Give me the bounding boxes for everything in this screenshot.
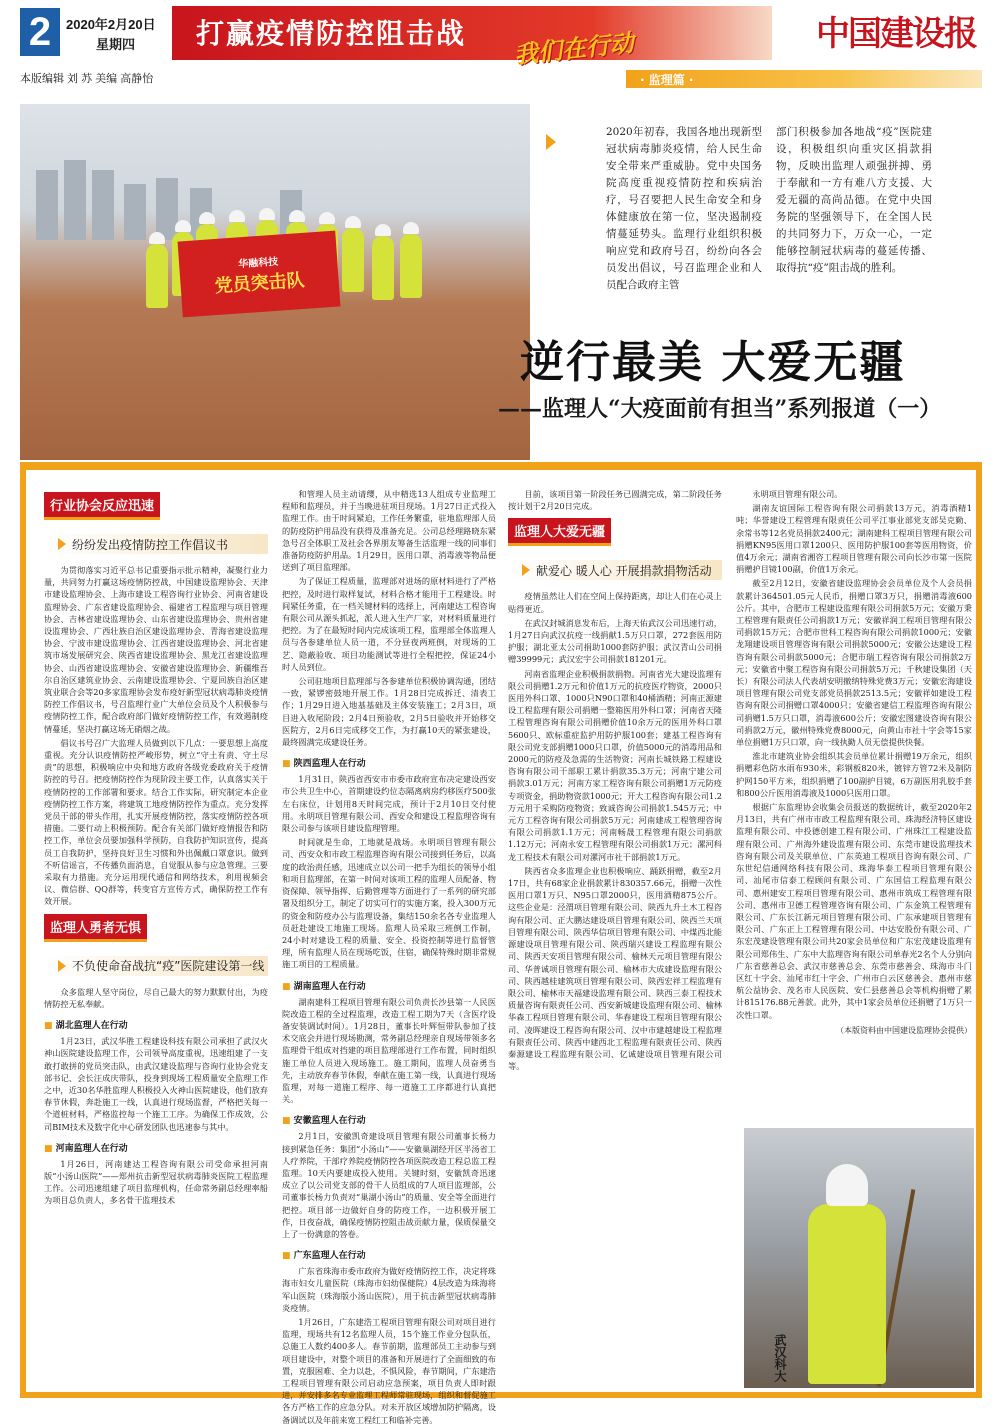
paragraph: 淮北市建筑业协会组织其会员单位累计捐赠19万余元，组织捐赠彩色防水雨布930米，彩钢板820米，镀锌方管72米及制防护网150平方米，组织捐赠了100副护目镜，6万副医用乳胶手套和800公斤医用消毒液及1000只医用口罩。 xyxy=(736,751,972,798)
column-3 xyxy=(508,488,722,1390)
paragraph: 倡议书号召广大监理人员做到以下几点：一要思想上高度重视。充分认识疫情防控严峻形势，树立“守土有责、守土尽责”的思想，积极响应中央和地方政府各级党委政府关于疫情防控的号召。把疫情防控作为现阶段主要工作，认真落实关于疫情防控的工作部署和要求。结合工作实际，研究制定本企业疫情防控工作方案，将建筑工地疫情防控作为重点。充分发挥党员干部的带头作用，扎实开展疫情防控，落实疫情防控各项措施。二要行动上积极预防。配合有关部门做好疫情报告和防控工作，单位会员要加强科学预防，自我防护知识宣传，提高员工自我防护，坚持良好卫生习惯和外出佩戴口罩意识。做到不听信谣言，不传播负面消息，自觉服从参与应急管理。三要采取有力措施。充分运用现代通信和网络技术，利用视频会议、微信群、QQ群等，转变官方宣传方式，确保防控工作有效开展。 xyxy=(44,737,268,907)
section-subtitle: 不负使命奋战抗“疫”医院建设第一线 xyxy=(72,959,265,974)
worker-figure xyxy=(342,228,364,292)
region-heading: ■ 广东监理人在行动 xyxy=(282,1248,496,1261)
building-icon xyxy=(64,160,86,240)
source-credit: （本版资料由中国建设监理协会提供） xyxy=(836,1025,972,1035)
paragraph: 1月26日，河南建达工程咨询有限公司受命承担河南版“小汤山医院”——郑州抗击新型冠状病毒肺炎医院工程监理工作。公司迅速组建了项目监理机构，任命常务副总经理率船为项目总负责人，多名骨干监理技术 xyxy=(44,1158,268,1206)
editors-line: 本版编辑 刘 苏 美编 高静怡 xyxy=(20,73,154,85)
party-banner xyxy=(178,231,341,318)
banner-company: 华融科技 xyxy=(237,256,279,270)
issue-date: 2020年2月20日 xyxy=(66,17,156,32)
paragraph: 河南省监理企业积极捐款捐物。河南省光大建设监理有限公司捐赠1.2万元和价值1万元的抗疫医疗物资，2000只医用外科口罩、1000只N90口罩和40桶酒精；河南正源建设工程监理有限公司捐赠一整箱医用外科口罩；河南省天隆工程管理咨询有限公司捐赠价值10余万元的医用外科口罩5600只、欧标重症监护用防护服100套；建基工程咨询有限公司党支部捐赠1000只口罩，价值5000元的消毒用品和2000元的防疫及急需的生活物资；河南长城铁路工程建设咨询有限公司干部职工累计捐款35.3万元；河南宁建公司捐款3.01万元；河南方家工程咨询有限公司捐赠1万元防疫专项资金，捐助物资款1000元；开大工程咨询有限公司1.2万元用于采购防疫物资；致诚咨询公司捐款1.545万元；中元方工程咨询有限公司捐款5万元；河南建成工程管理咨询有限公司捐款1.1万元；河南畅晟工程管理有限公司捐款1.12万元；河南永安工程管理有限公司捐款1万元；漯河科龙工程技术有限公司对漯河市社干部捐款1万元。 xyxy=(508,668,722,862)
photo-surveyor xyxy=(744,1128,974,1388)
paragraph: 截至2月12日，安徽省建设监理协会会员单位及个人会员捐款累计364501.05元人民币，捐赠口罩3万只，捐赠消毒液600公斤。其中，合肥市工程建设监理有限公司捐款5万元；安徽万秉工程管理有限责任公司捐款1万元；安徽祥润工程项目管理有限公司捐款15万元；合肥市世科工程咨询有限公司捐款1000元；安徽龙翔建设项目管理咨询有限公司捐款5000元；安徽公达建设工程咨询有限公司捐款5000元；合肥市瑞工程咨询有限公司捐款2万元；安徽省中聚工程咨询有限公司捐款5万元；千秋建设集团（天长）有限公司法人代表胡安明撤纳特殊党费3万元；安徽宏海建设项目管理有限公司党支部党员捐款2513.5元；安徽祥如建设工程咨询有限公司捐赠口罩4000只；安徽省建信工程监理咨询有限公司捐赠1.5万只口罩，消毒液600公斤；安徽宏图建设咨询有限公司捐款2万元，徽州特殊党费8000元，向黄山市社十字会等15家单位捐赠1万只口罩，向一线执勤人员无偿提供快餐。 xyxy=(736,578,972,748)
region-heading: ■ 湖南监理人在行动 xyxy=(282,979,496,992)
building-icon xyxy=(124,184,146,240)
region-heading: ■ 湖北监理人在行动 xyxy=(44,1018,268,1031)
banner-text: 党员突击队 xyxy=(214,269,306,297)
section-subtitle: 纷纷发出疫情防控工作倡议书 xyxy=(72,537,229,552)
paragraph: 时间就是生命，工地就是战场。永明项目管理有限公司、西安众和市政工程监理咨询有限公司接到任务后，以高度的政治责任感，迅速成立以公司一把手为组长的领导小组和项目监理部，在第一时间对该项工程的监理人员配备、物资保障、领导指挥、后勤管理等方面进行了一系列的研究部署及组织分工，制定了切实可行的实施方案，投入300万元的资金和防疫办公与监理设备，集结150余名各专业监理人员赶赴建设工地施工现场。监理人员采取三班倒工作制，24小时对建设工程的质量、安全、投资控制等进行监督管理，所有监理人员在现场吃饭，住宿，确保特殊时期非常规施工项目的工程质量。 xyxy=(282,837,496,970)
sub-headline: ——监理人“大疫面前有担当”系列报道（一） xyxy=(498,396,942,422)
surveyor-figure xyxy=(808,1204,886,1384)
play-arrow-icon xyxy=(546,134,556,150)
column-4 xyxy=(736,488,972,1118)
section-label-associations: 行业协会反应迅速 xyxy=(44,492,160,520)
paragraph: 永明项目管理有限公司。 xyxy=(752,489,843,499)
section-subtitle-bar xyxy=(508,560,722,580)
section-tag-label: · 监理篇 · xyxy=(640,73,694,87)
paragraph: 众多监理人坚守岗位，尽自己最大的努力默默付出，为疫情防控无私奉献。 xyxy=(44,986,268,1009)
triangle-icon xyxy=(58,538,66,550)
paragraph: 公司驻地项目监理部与各参建单位积极协调沟通，团结一致，紧锣密鼓地开展工作。1月28日完成拆迁、清表工作；1月29日进入地基基础及主体安装施工；2月3日，项目进入收尾阶段；2月4日预验收，2月5日验收并开始移交医院方，2月6日完成移交工作，为打赢10天的紧张建设，最终圆满完成建设任务。 xyxy=(282,676,496,748)
paragraph: 1月31日，陕西省西安市市委市政府宣布决定建设西安市公共卫生中心，首期建设约位态隔离病房约移医疗500张左右床位，计划用8天时间完成，预计于2月10日交付使用。永明项目管理有限公司、西安众和建设工程监理咨询有限公司参与该项目建设监理管理。 xyxy=(282,774,496,834)
paragraph: 广东省珠海市委市政府为做好疫情防控工作，决定将珠海市妇女儿童医院（珠海市妇幼保健院）4层改造为珠海将军山医院（珠海版小汤山医院），用于抗击新型冠状病毒肺炎疫情。 xyxy=(282,1266,496,1313)
paragraph: 根据广东监理协会收集会员报送的数据统计，截至2020年2月13日，共有广州市市政工程监理有限公司、珠海经济特区建设监理有限公司、中投德创建工程有限公司、广州珠江工程建设监理有限公司、广州海外建设监理有限公司、东莞市建设监理技术咨询有限公司及关联单位、广东英迪工程项目咨询有限公司、广东世纪信通网络科技有限公司、珠海华泰工程项目管理有限公司、汕尾市信泰工程顾问有限公司、广东国信工程监理有限公司、惠州建安工程项目管理有限公司、惠州市筑成工程管理有限公司、惠州市卫德工程管理咨询有限公司、广东金筑工程管理有限公司、广东长江新元项目管理有限公司、广东承建项目管理有限公司、广东正上工程管理有限公司、中达安股份有限公司、广东宏茂建设管理有限公司共20家会员单位和广东宏茂建设监理有限公司郑伟生、广东中大监理咨询有限公司单春光2名个人分别向广东省慈善总会、武汉市慈善总会、东莞市慈善会、珠海市斗门区红十字会、汕尾市红十字会、广州市白云区慈善会、惠州市慈航公益协会、茂名市人民医院、安仁县慈善总会等机构捐赠了累计815176.88元善款。此外，其中1家会员单位还捐赠了1万只一次性口罩。 xyxy=(736,802,972,1020)
intro-col-1: 2020年初春，我国各地出现新型冠状病毒肺炎疫情，给人民生命安全带来严重威胁。党中央国务院高度重视疫情防控和疾病治疗，号召要把人民生命安全和身体健康放在第一位，坚决遏制疫情蔓延势头。监理行业组织积极响应党和政府号召，纷纷向各会员发出倡议，号召监理企业和人员配合政府主管 xyxy=(606,126,762,291)
region-heading: ■ 安徽监理人在行动 xyxy=(282,1113,496,1126)
worker-figure xyxy=(400,234,422,298)
section-subtitle-bar xyxy=(44,534,268,554)
region-heading: ■ 陕西监理人在行动 xyxy=(282,756,496,769)
building-icon xyxy=(36,170,58,240)
paragraph: 疫情虽然让人们在空间上保持距离，却让人们在心灵上贴得更近。 xyxy=(508,591,722,614)
paragraph: 湖南友谊国际工程咨询有限公司捐款13万元，消毒酒精1吨；华誉建设工程管理有限责任公司平江事业部党支部吴克勤、余常书等12名党员捐款2400元；湖南建科工程项目管理有限公司捐赠KN95医用口罩1200只、医用防护服100套等医用物资，价值4万余元；湖南省湘咨工程项目管理有限公司向长沙市第一医院捐赠护目镜100副，价值1万余元。 xyxy=(736,503,972,575)
main-headline: 逆行最美 大爱无疆 xyxy=(520,337,906,388)
section-tag xyxy=(626,70,982,88)
paragraph: 1月23日，武汉华胜工程建设科技有限公司承担了武汉火神山医院建设监理工作，公司领导高度重视，迅速组建了一支敢打敢拼的党员突击队，由武汉建设监理与咨询行业协会党支部书记、会长汪成庆带队，投身到现场工程质量安全监理工作之中，近30名华胜监理人积极投入火神山医院建设，他们放弃春节休假，奔赴施工一线，认真进行现场监督，严格把关每一个道桩材料，严格监控每一个施工工序。为确保工作成效，公司BIM技术及数字化中心研发团队也迅速参与其中。 xyxy=(44,1036,268,1132)
column-2 xyxy=(282,488,496,1425)
paragraph: 湖南建科工程项目管理有限公司负责长沙县第一人民医院改造工程的全过程监理，改造工程工期为7天（含医疗设备安装调试时间）。1月28日，董事长叶辉恒带队参加了技术交底会并进行现场勘测，常务副总经理亲自现场带领多名监理骨干组成对挡建的项目监理部进行工作布置，同时组织施工单位人员进入现场施工。施工期间，监理人员奋勇当先，主动放弃春节休假，奉献在施工第一线，认真进行现场监理，对每一道施工程序、每一道施工工序都进行认真把关。 xyxy=(282,996,496,1105)
paragraph: 在武汉封城消息发布后，上海天佑武汉公司迅速行动，1月27日向武汉抗疫一线捐献1.5万只口罩，272套医用防护服；湖北亚太公司捐助1000套防护服；武汉青山公司捐赠39999元；武汉宏宇公司捐款181201元。 xyxy=(508,617,722,665)
paragraph: 陕西省众多监理企业也积极响应、踊跃捐赠，截至2月17日，共有68家企业捐款累计830357.66元，捐赠一次性医用口罩1万只、N95口罩2000只，医用酒精875公斤。这些企业是：泾渭项目管理有限公司、陕西九升土木工程咨询有限公司、正大鹏达建设项目管理有限公司、陕西兰天项目管理有限公司、陕西华信项目管理有限公司、中煤西北能源建设项目管理有限公司、陕西瑞兴建设工程监理有限公司、陕西天安项目管理有限公司、榆林天元项目管理有限公司、华普诚项目管理有限公司、榆林市大成建设监理有限公司、陕西越桂建筑项目管理有限公司、陕西宏祥工程监理有限公司、榆林市天福建设监理有限公司、陕西三泰工程技术质量咨询有限责任公司、西安新城建设监理有限公司、榆林华森工程项目管理有限公司、华春建设工程项目管理有限公司、凌晖建设工程咨询有限公司、汉中市建越建设工程监理有限责任公司、陕西中建西北工程监理有限责任公司、陕西秦源建设工程监理有限公司、亿诚建设项目管理有限公司等。 xyxy=(508,865,722,1072)
banner-title: 打赢疫情防控阻击战 xyxy=(196,17,467,50)
intro-col-2: 部门积极参加各地战“疫”医院建设，积极组织向重灾区捐款捐物，反映出监理人顽强拼搏、勇于奉献和一方有难八方支援、大爱无疆的高尚品德。在党中央国务院的坚强领导下，在全国人民的共同努力下，万众一心，一定能够控制冠状病毒的蔓延传播、取得抗“疫”阻击战的胜利。 xyxy=(776,126,932,274)
page-header xyxy=(0,0,1000,70)
paragraph: 为贯彻落实习近平总书记重要指示批示精神，凝聚行业力量，共同努力打赢这场疫情防控战，中国建设监理协会、天津市建设监理协会、上海市建设工程咨询行业协会、河南省建设监理协会、广东省建设监理协会、福建省工程监理与项目管理协会、吉林省建设监理协会、山东省建设监理协会、贵州省建设监理协会、广西壮族自治区建设监理协会、青海省建设监理协会、宁波市建设监理协会、江西省建设监理协会、河北省建筑市场发展研究会、陕西省建设监理协会、黑龙江省建设监理协会、山西省建设监理协会、安徽省建设监理协会、新疆维吾尔自治区建筑业协会、云南建设监理协会、宁夏回族自治区建筑业联合会等20多家监理协会发布疫好新型冠状病毒肺炎疫情防控工作倡议书，号召监理行业广大单位会员及个人积极参与疫情防控工作，配合政府部门做好疫情防控工作，有效遏制疫情蔓延，坚决打赢这场无硝烟之战。 xyxy=(44,565,268,734)
section-label-brave: 监理人勇者无惧 xyxy=(44,914,147,942)
worker-figure xyxy=(372,236,394,300)
paragraph: 和管理人员主动请缨，从中精选13人组成专业监理工程师和监理员，并于当晚进驻项目现场。1月27日正式投入监理工作。由于时间紧迫，工作任务繁重，驻地监理部人员的防疫防护用品没有获得及准备充足。公司总经理路晓东紧急号召全体职工及社会各界朋友筹备生活监理一线的同事们准备防疫防护用品。1月29日，医用口罩、消毒液等物品便送到了项目监理部。 xyxy=(282,489,496,573)
paragraph: 2月1日，安徽凯奇建设项目管理有限公司董事长杨力接到紧急任务：集团“小汤山”——安徽巢湖经开区半汤省工人疗养院，干部疗养院疫情防控各项医院改造工程总监工程监理。10天内要建成投入使用。关键时刻，安徽凯奇迅速成立了以公司党支部的骨干人员组成的7人项目监理部，公司董事长杨力负责对“巢湖小汤山”的质量、安全等全面进行把控。项目部一边做好自身的防疫工作，一边积极开展工作，日夜奋战，确保疫情防控阻击战贡献力量，保质保量交上了一份满意的答卷。 xyxy=(282,1131,496,1239)
worker-figure xyxy=(146,244,168,308)
vest-text: 武汉科大 xyxy=(773,1334,787,1382)
building-icon xyxy=(92,170,114,240)
paragraph: 目前，该项目第一阶段任务已圆满完成，第二阶段任务按计划于2月20日完成。 xyxy=(508,489,722,512)
page-number: 2 xyxy=(20,8,60,56)
section-subtitle: 献爱心 暖人心 开展捐款捐物活动 xyxy=(536,563,712,578)
section-subtitle-bar xyxy=(44,956,268,976)
issue-weekday: 星期四 xyxy=(96,37,136,52)
paragraph: 1月26日，广东建浩工程项目管理有限公司对项目进行监理，现场共有12名监理人员，15个施工作业分包队伍，总施工人数约400多人。春节前期，监理部员工主动参与到项目建设中，对整个项目的准备和开展进行了全面细致的布置，克服困难、全力以赴，不惧风险，春节期间，广东建浩工程项目管理有限公司启动应急预案，项目负责人即时跟进，并安排多名专业监理工程师常驻现场，组织和督促施工各方严格工作的应急分队。对未开放区域增加防护隔离，设备调试以及年前来宽工程红工和临补完善。 xyxy=(282,1316,496,1425)
column-1 xyxy=(44,488,268,1390)
triangle-icon xyxy=(58,960,66,972)
paragraph: 为了保证工程质量，监理部对进场的原材料进行了严格把控，及时进行取样复试，材料合格才能用于工程建设。时间紧任务重，在一档关键材料的选择上，河南建达工程咨询有限公司从源头抓起，派人进入生产厂家，对材料质量进行把控。为了在最短时间内完成该项工程，监理部全体监理人员与各参建单位人员一道，不分昼夜两班倒，对现场的工艺、隐蔽验收、项目功能测试等进行全程把控，保证24小时人员到位。 xyxy=(282,576,496,672)
photo-construction-team xyxy=(20,104,530,460)
triangle-icon xyxy=(522,564,530,576)
newspaper-logo: 中国建设报 xyxy=(816,14,976,54)
slogan: 我们在行动 xyxy=(512,28,636,70)
region-heading: ■ 河南监理人在行动 xyxy=(44,1141,268,1154)
section-label-love: 监理人大爱无疆 xyxy=(508,518,611,546)
